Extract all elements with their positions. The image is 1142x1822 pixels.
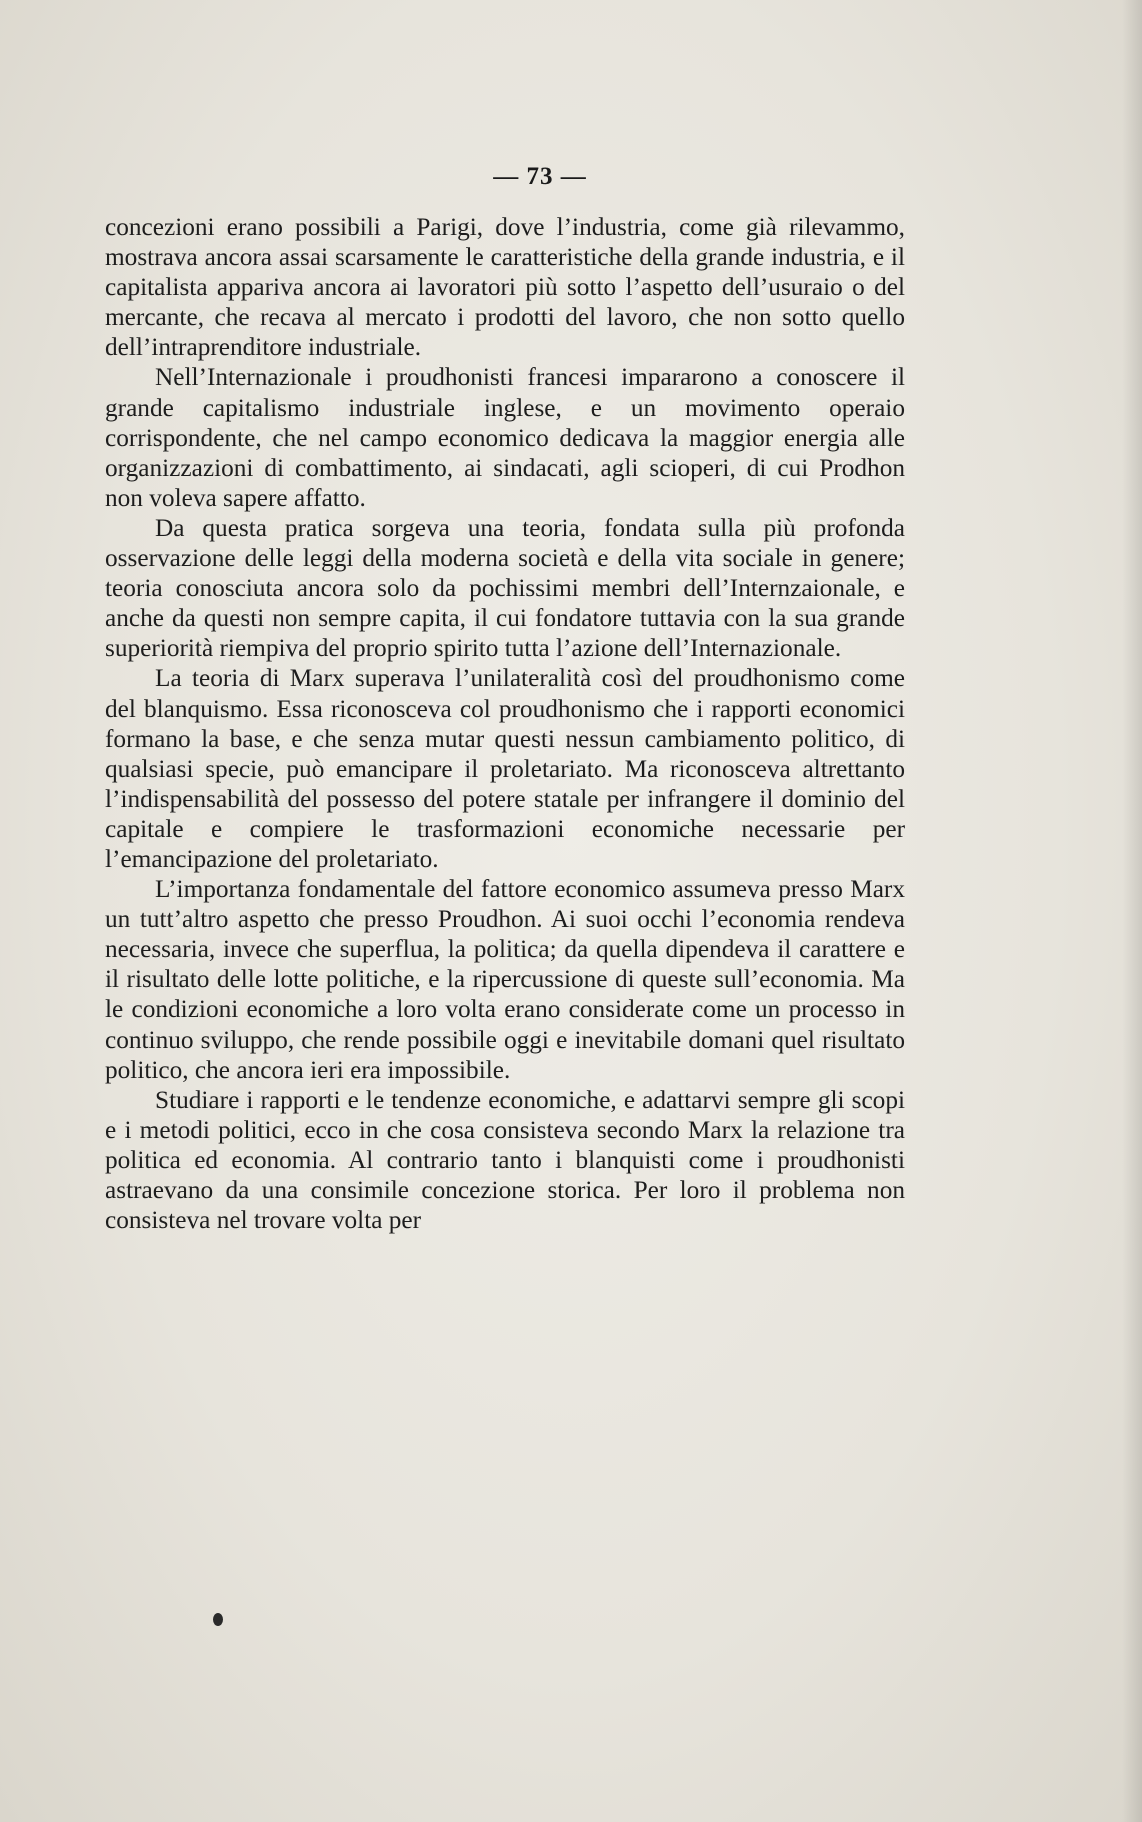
paragraph-3: Da questa pratica sorgeva una teoria, fondata sulla più profonda osservazione delle leggi della moderna società e della vita sociale in genere; teoria conosciuta ancora solo da pochissimi membri dell’Internzaionale, e anche da questi non sempre capita, il cui fondatore tuttavia con la sua grande superiorità riempiva del proprio spirito tutta l’azione dell’Internazionale. bbox=[105, 513, 905, 663]
ink-spot bbox=[213, 1613, 223, 1626]
paragraph-2: Nell’Internazionale i proudhonisti francesi impararono a conoscere il grande capitalismo industriale inglese, e un movimento operaio corrispondente, che nel campo economico dedicava la maggior energia alle organizzazioni di combattimento, ai sindacati, agli scioperi, di cui Prodhon non voleva sapere affatto. bbox=[105, 363, 905, 512]
page-number: — 73 — bbox=[493, 163, 587, 190]
paragraph-1: concezioni erano possibili a Parigi, dove l’industria, come già rilevammo, mostrava ancora assai scarsamente le caratteristiche della grande industria, e il capitalista appariva ancora ai lavoratori più sotto l’aspetto dell’usuraio o del mercante, che recava al mercato i prodotti del lavoro, che non sotto quello dell’intraprenditore industriale. bbox=[105, 213, 905, 362]
page-edge-shadow bbox=[1122, 0, 1142, 1822]
paragraph-4: La teoria di Marx superava l’unilateralità così del proudhonismo come del blanquismo. Essa riconosceva col proudhonismo che i rapporti economici formano la base, e che senza mutar questi nessun cambiamento politico, di qualsiasi specie, può emancipare il proletariato. Ma riconosceva altrettanto l’indispensabilità del possesso del potere statale per infrangere il dominio del capitale e compiere le trasformazioni economiche necessarie per l’emancipazione del proletariato. bbox=[105, 664, 905, 873]
paragraph-6: Studiare i rapporti e le tendenze economiche, e adattarvi sempre gli scopi e i metodi politici, ecco in che cosa consisteva secondo Marx la relazione tra politica ed economia. Al contrario tanto i blanquisti come i proudhonisti astraevano da una consimile concezione storica. Per loro il problema non consisteva nel trovare volta per bbox=[105, 1085, 905, 1235]
body-text bbox=[105, 212, 905, 1235]
paragraph-5: L’importanza fondamentale del fattore economico assumeva presso Marx un tutt’altro aspetto che presso Proudhon. Ai suoi occhi l’economia rendeva necessaria, invece che superflua, la politica; da quella dipendeva il carattere e il risultato delle lotte politiche, e la ripercussione di queste sull’economia. Ma le condizioni economiche a loro volta erano considerate come un processo in continuo sviluppo, che rende possibile oggi e inevitabile domani quel risultato politico, che ancora ieri era impossibile. bbox=[105, 875, 905, 1084]
